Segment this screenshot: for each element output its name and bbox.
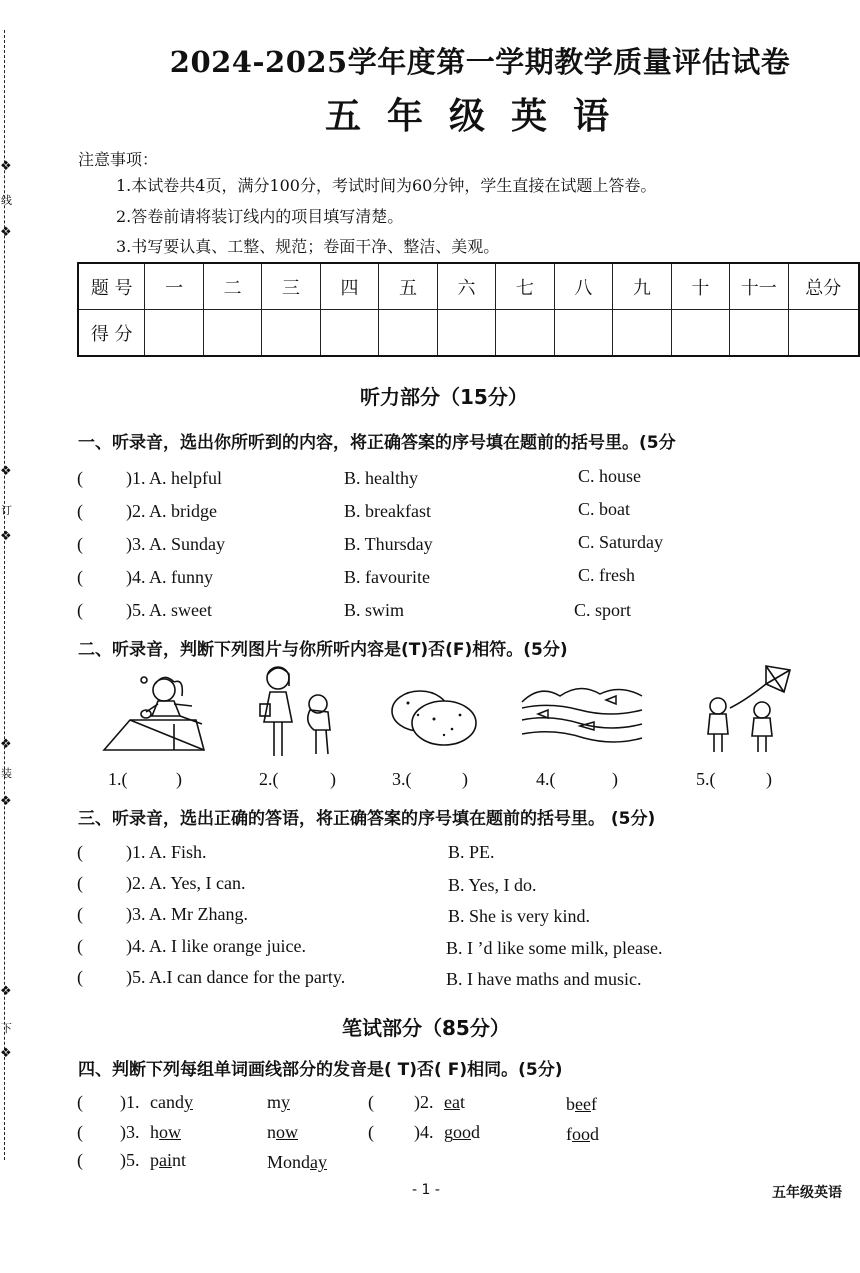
q1-option-b: B. favourite <box>344 567 430 587</box>
score-cell[interactable] <box>554 310 612 357</box>
answer-paren[interactable]: ( <box>77 501 83 521</box>
q1-option-a: )3. A. Sunday <box>126 534 225 554</box>
q1-option-c: C. sport <box>574 600 632 620</box>
score-table-score-row <box>78 310 859 357</box>
footer-label: 五年级英语 <box>772 1185 842 1201</box>
diamond-icon: ❖ <box>0 529 12 544</box>
q3-option-a: )3. A. Mr Zhang. <box>126 904 248 924</box>
answer-paren[interactable]: ( <box>77 873 83 893</box>
q3-option-a: )4. A. I like orange juice. <box>126 936 306 956</box>
answer-paren[interactable]: ( <box>77 534 83 554</box>
answer-paren[interactable]: ( <box>77 600 83 620</box>
picture-2-label[interactable]: 2.( <box>259 769 279 789</box>
score-cell[interactable] <box>788 310 859 357</box>
answer-paren[interactable]: ( <box>77 567 83 587</box>
q1-option-b: B. healthy <box>344 468 418 488</box>
score-table-header-row <box>78 263 859 310</box>
score-header-cell: 八 <box>554 263 612 310</box>
q1-option-c: C. house <box>578 466 641 486</box>
q1-option-a: )4. A. funny <box>126 567 213 587</box>
diamond-icon: ❖ <box>0 464 12 479</box>
score-cell[interactable] <box>320 310 378 357</box>
answer-paren[interactable]: ( <box>77 468 83 488</box>
score-header-cell: 一 <box>145 263 203 310</box>
score-header-cell: 三 <box>262 263 320 310</box>
picture-1-label[interactable]: 1.( <box>108 769 128 789</box>
binding-line <box>0 30 20 1160</box>
score-header-cell: 六 <box>437 263 495 310</box>
score-cell[interactable] <box>613 310 671 357</box>
answer-paren[interactable]: ( <box>77 1092 83 1112</box>
q3-option-a: )1. A. Fish. <box>126 842 207 862</box>
teacher-student-bow-icon <box>256 660 346 760</box>
notes-heading: 注意事项： <box>78 150 159 169</box>
q4-word-1: how <box>150 1122 181 1142</box>
question-2-heading: 二、听录音，判断下列图片与你所听内容是(T)否(F)相符。(5分) <box>78 640 568 660</box>
q4-word-1: candy <box>150 1092 193 1112</box>
written-section-title: 笔试部分（85分） <box>342 1016 510 1040</box>
q3-option-b: B. I ’d like some milk, please. <box>446 938 663 958</box>
q4-word-1: eat <box>444 1092 465 1112</box>
score-cell[interactable] <box>203 310 261 357</box>
score-cell[interactable] <box>671 310 729 357</box>
river-fish-icon <box>520 680 644 750</box>
score-table <box>77 262 860 357</box>
listening-section-title: 听力部分（15分） <box>360 385 528 409</box>
q1-option-c: C. boat <box>578 499 630 519</box>
q4-item-number: )1. <box>120 1092 140 1112</box>
diamond-icon: ❖ <box>0 1046 12 1061</box>
question-3-heading: 三、听录音，选出正确的答语，将正确答案的序号填在题前的括号里。 (5分) <box>78 809 656 829</box>
score-header-cell: 四 <box>320 263 378 310</box>
score-cell[interactable] <box>437 310 495 357</box>
binding-char: 线 <box>1 194 12 207</box>
answer-paren[interactable]: ( <box>77 1150 83 1170</box>
picture-1-close: ) <box>176 769 182 789</box>
q4-item-number: )3. <box>120 1122 140 1142</box>
exam-title: 2024-2025学年度第一学期教学质量评估试卷 <box>169 45 791 79</box>
q1-option-b: B. swim <box>344 600 405 620</box>
note-item: 3.书写要认真、工整、规范；卷面干净、整洁、美观。 <box>116 237 500 256</box>
question-1-heading: 一、听录音，选出你所听到的内容，将正确答案的序号填在题前的括号里。(5分 <box>78 433 676 453</box>
score-header-cell: 二 <box>203 263 261 310</box>
answer-paren[interactable]: ( <box>77 842 83 862</box>
score-cell[interactable] <box>496 310 554 357</box>
q4-word-2: beef <box>566 1094 597 1114</box>
binding-char: 下 <box>1 1022 12 1035</box>
q3-option-b: B. PE. <box>448 842 495 862</box>
q1-option-a: )5. A. sweet <box>126 600 212 620</box>
q1-option-b: B. breakfast <box>344 501 431 521</box>
score-header-cell: 十 <box>671 263 729 310</box>
score-header-cell: 九 <box>613 263 671 310</box>
picture-4-close: ) <box>612 769 618 789</box>
binding-char: 装 <box>1 767 12 780</box>
q3-option-a: )5. A.I can dance for the party. <box>126 967 346 987</box>
diamond-icon: ❖ <box>0 159 12 174</box>
diamond-icon: ❖ <box>0 225 12 240</box>
picture-2-close: ) <box>330 769 336 789</box>
answer-paren[interactable]: ( <box>77 1122 83 1142</box>
score-cell[interactable] <box>262 310 320 357</box>
potatoes-icon <box>388 685 480 747</box>
answer-paren[interactable]: ( <box>368 1122 374 1142</box>
picture-5-label[interactable]: 5.( <box>696 769 716 789</box>
q4-word-1: good <box>444 1122 480 1142</box>
picture-5-close: ) <box>766 769 772 789</box>
diamond-icon: ❖ <box>0 794 12 809</box>
page-number: - 1 - <box>412 1182 440 1198</box>
girl-ping-pong-icon <box>100 668 212 756</box>
diamond-icon: ❖ <box>0 737 12 752</box>
q1-option-c: C. Saturday <box>578 532 663 552</box>
q4-word-2: my <box>267 1092 291 1112</box>
score-header-cell: 题 号 <box>78 263 145 310</box>
exam-subject: 五年级英语 <box>324 95 635 137</box>
picture-4-label[interactable]: 4.( <box>536 769 556 789</box>
answer-paren[interactable]: ( <box>368 1092 374 1112</box>
q4-word-2: food <box>566 1124 599 1144</box>
score-header-cell: 十一 <box>730 263 788 310</box>
diamond-icon: ❖ <box>0 984 12 999</box>
note-item: 2.答卷前请将装订线内的项目填写清楚。 <box>116 207 404 226</box>
question-4-heading: 四、判断下列每组单词画线部分的发音是( T)否( F)相同。(5分) <box>78 1060 563 1080</box>
q3-option-b: B. She is very kind. <box>448 906 590 926</box>
kids-kite-icon <box>696 660 796 756</box>
score-cell[interactable] <box>379 310 437 357</box>
picture-3-close: ) <box>462 769 468 789</box>
q4-item-number: )5. <box>120 1150 140 1170</box>
score-cell[interactable] <box>145 310 203 357</box>
q4-word-1: paint <box>150 1150 187 1170</box>
score-header-cell: 七 <box>496 263 554 310</box>
answer-paren[interactable]: ( <box>77 936 83 956</box>
q1-option-a: )2. A. bridge <box>126 501 217 521</box>
score-cell[interactable] <box>730 310 788 357</box>
answer-paren[interactable]: ( <box>77 967 83 987</box>
q3-option-b: B. I have maths and music. <box>446 969 642 989</box>
q4-item-number: )2. <box>414 1092 434 1112</box>
score-header-cell: 五 <box>379 263 437 310</box>
q3-option-a: )2. A. Yes, I can. <box>126 873 246 893</box>
note-item: 1.本试卷共4页，满分100分，考试时间为60分钟，学生直接在试题上答卷。 <box>116 176 657 195</box>
q1-option-c: C. fresh <box>578 565 635 585</box>
q3-option-b: B. Yes, I do. <box>448 875 537 895</box>
q4-item-number: )4. <box>414 1122 434 1142</box>
q4-word-2: now <box>267 1122 298 1142</box>
score-row-label: 得 分 <box>78 310 145 357</box>
q1-option-b: B. Thursday <box>344 534 433 554</box>
q1-option-a: )1. A. helpful <box>126 468 222 488</box>
binding-char: 订 <box>1 504 12 517</box>
score-header-cell: 总分 <box>788 263 859 310</box>
q4-word-2: Monday <box>267 1152 328 1172</box>
picture-3-label[interactable]: 3.( <box>392 769 412 789</box>
answer-paren[interactable]: ( <box>77 904 83 924</box>
